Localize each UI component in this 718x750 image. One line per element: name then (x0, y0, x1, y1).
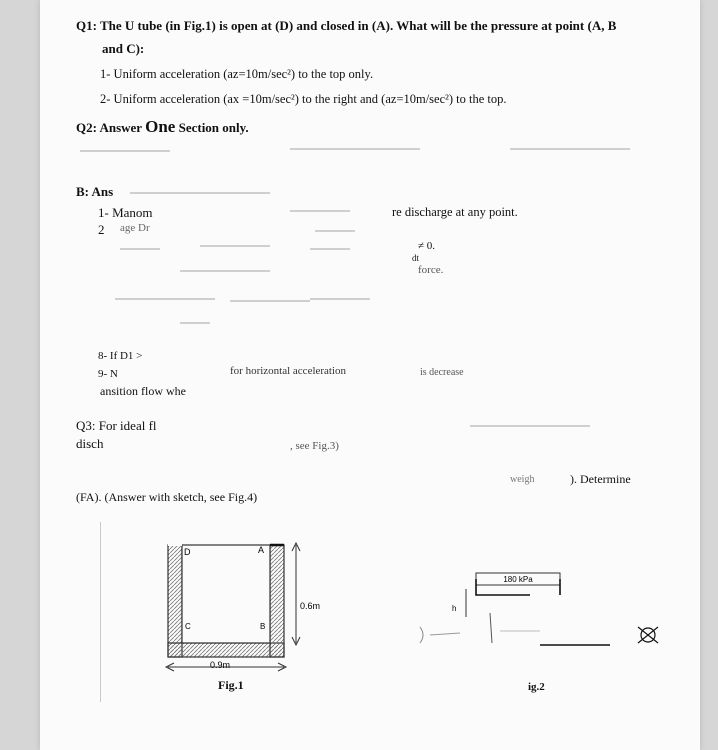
section-b-item2: age Dr (120, 222, 150, 234)
section-b-item8: 8- If D1 > (98, 350, 143, 362)
derivative-expression (418, 240, 435, 252)
derivative-top: ≠ 0. (418, 240, 436, 252)
transition-text: ansition flow whe (100, 384, 186, 398)
fig1-caption: Fig.1 (218, 678, 244, 692)
q2-heading (76, 117, 249, 137)
q1-item2: 2- Uniform acceleration (ax =10m/sec²) to the right and (az=10m/sec²) to the top. (100, 92, 507, 106)
q3-determine: ). Determine (570, 472, 631, 486)
fig2-caption: ig.2 (528, 681, 545, 693)
horizontal-acceleration-text: for horizontal acceleration (230, 365, 347, 377)
section-b-item9: 9- N (98, 368, 118, 380)
section-b-item1: 1- Manom (98, 205, 153, 220)
section-b-item2-number: 2 (98, 222, 105, 237)
tank-figure (380, 545, 670, 685)
label-c: C (185, 622, 191, 631)
width-label: 0.9m (210, 660, 231, 670)
q1-line2: and C): (102, 41, 145, 56)
q2-prefix: Q2: Answer (76, 120, 146, 135)
section-b-heading: B: Ans (76, 184, 114, 199)
q3-fa-line: (FA). (Answer with sketch, see Fig.4) (76, 490, 258, 504)
left-wall-hatch (168, 545, 182, 657)
label-b: B (260, 622, 266, 631)
q3-line1: Q3: For ideal fl (76, 418, 157, 433)
right-wall-hatch (270, 545, 284, 657)
pressure-label: 180 kPa (503, 575, 533, 584)
q2-emphasis: One (145, 117, 176, 136)
q3-line2: disch (76, 436, 104, 451)
u-tube-figure (130, 525, 330, 695)
label-d: D (184, 547, 191, 557)
label-a: A (258, 545, 265, 555)
q3-see-fig3: , see Fig.3) (290, 440, 339, 452)
derivative-bottom: dt (412, 253, 420, 263)
height-label: 0.6m (300, 601, 321, 611)
section-b-discharge-text: re discharge at any point. (392, 205, 518, 219)
h-label: h (452, 604, 457, 613)
bottom-wall-hatch (168, 643, 284, 657)
exam-page (40, 0, 700, 750)
q3-weight: weigh (510, 474, 535, 485)
q2-suffix: Section only. (175, 120, 249, 135)
force-text: force. (418, 264, 444, 276)
q1-item1: 1- Uniform acceleration (az=10m/sec²) to the top only. (100, 67, 374, 81)
q1-line1: Q1: The U tube (in Fig.1) is open at (D) and closed in (A). What will be the pressure at point (A, B (76, 18, 617, 33)
decrease-text: is decrease (420, 367, 464, 378)
